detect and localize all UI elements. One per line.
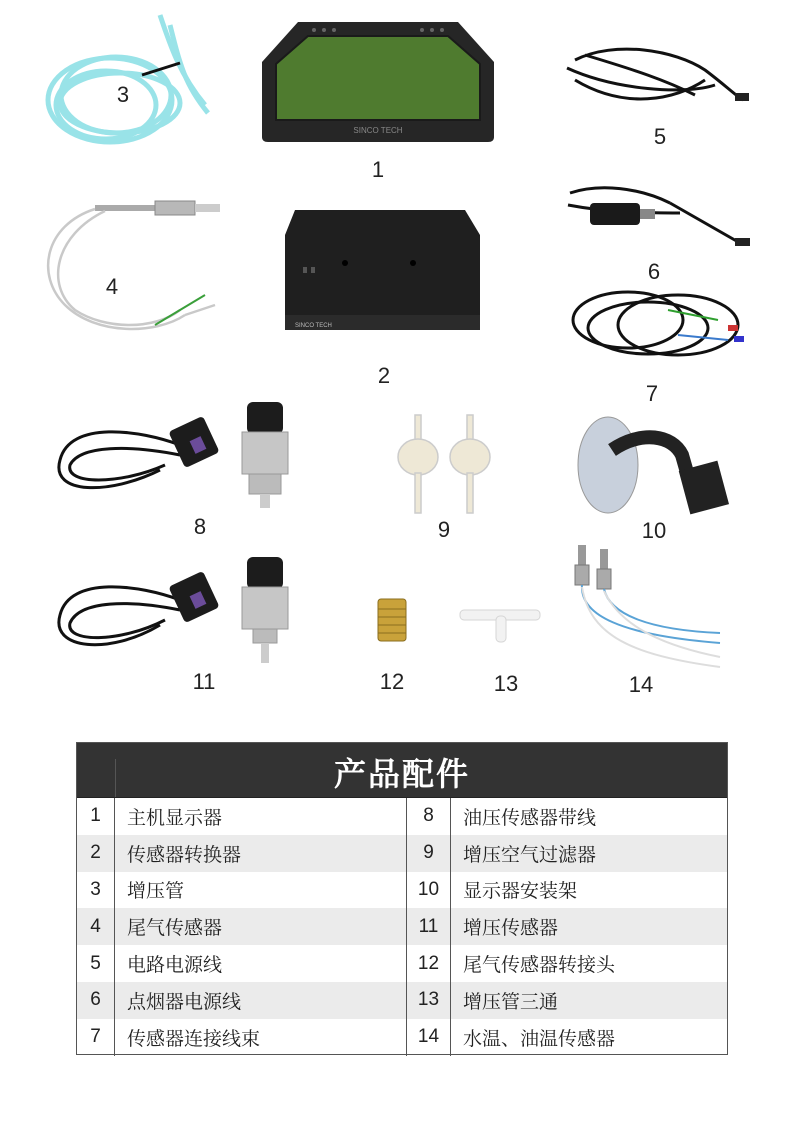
main-display-drawing	[258, 22, 498, 142]
row-right-name: 尾气传感器转接头	[463, 954, 616, 977]
table-row	[77, 982, 727, 1019]
table-row	[77, 835, 727, 872]
row-left-name: 增压管	[115, 872, 407, 909]
air-filter-drawing	[395, 415, 505, 515]
row-right-name: 增压管三通	[463, 990, 559, 1013]
row-left-number: 5	[77, 945, 115, 982]
row-right-number: 14	[407, 1019, 451, 1056]
exhaust-adapter-drawing	[372, 595, 412, 645]
row-right-number: 12	[407, 945, 451, 982]
item-number-5: 5	[653, 124, 667, 149]
row-left-number: 2	[77, 835, 115, 872]
sensor-harness-drawing	[568, 280, 753, 370]
oil-pressure-sensor-image	[50, 400, 300, 515]
parts-table-header	[77, 743, 727, 798]
row-right-number: 13	[407, 982, 451, 1019]
row-right-name: 增压空气过滤器	[463, 843, 597, 866]
item-number-2: 2	[377, 363, 391, 388]
item-number-1: 1	[371, 157, 385, 182]
item-number-8: 8	[193, 514, 207, 539]
row-left-name: 电路电源线	[115, 945, 407, 982]
row-left-name: 传感器连接线束	[115, 1019, 407, 1056]
display-mount-drawing	[572, 410, 737, 520]
temperature-sensor-drawing	[570, 545, 740, 680]
row-left-name: 尾气传感器	[115, 908, 407, 945]
power-cable-drawing	[555, 40, 755, 120]
exhaust-sensor-drawing	[35, 195, 240, 360]
main-display-image	[258, 22, 498, 142]
temperature-sensor-image	[570, 545, 740, 680]
item-number-9: 9	[437, 517, 451, 542]
row-right-name: 显示器安装架	[463, 880, 578, 903]
exhaust-adapter-image	[372, 595, 412, 645]
table-row	[77, 945, 727, 982]
item-number-14: 14	[628, 672, 654, 697]
cigarette-cable-image	[560, 183, 760, 258]
oil-pressure-sensor-drawing	[50, 400, 300, 515]
row-right-number: 8	[407, 798, 451, 835]
row-left-number: 7	[77, 1019, 115, 1056]
sensor-harness-image	[568, 280, 753, 370]
item-number-12: 12	[379, 669, 405, 694]
boost-tube-image	[30, 5, 230, 165]
table-row	[77, 872, 727, 909]
display-mount-image	[572, 410, 737, 520]
row-left-number: 6	[77, 982, 115, 1019]
row-right-name: 水温、油温传感器	[463, 1027, 616, 1050]
cigarette-cable-drawing	[560, 183, 760, 258]
item-number-3: 3	[116, 82, 130, 107]
row-left-number: 4	[77, 908, 115, 945]
air-filter-image	[395, 415, 505, 515]
row-right-number: 10	[407, 872, 451, 909]
boost-sensor-drawing	[50, 555, 300, 667]
table-row	[77, 798, 727, 835]
display-brand-text: SINCO TECH	[353, 126, 403, 135]
table-row	[77, 908, 727, 945]
boost-sensor-image	[50, 555, 300, 667]
item-number-11: 11	[192, 669, 216, 694]
row-left-name: 主机显示器	[115, 798, 407, 835]
row-left-number: 1	[77, 798, 115, 835]
row-right-name: 油压传感器带线	[463, 806, 597, 829]
converter-brand-text: SINCO TECH	[295, 323, 332, 329]
sensor-converter-drawing	[285, 205, 485, 337]
boost-tee-image	[460, 602, 545, 642]
row-right-number: 9	[407, 835, 451, 872]
power-cable-image	[555, 40, 755, 120]
row-right-name: 增压传感器	[463, 917, 559, 940]
item-number-6: 6	[647, 259, 661, 284]
boost-tube-drawing	[30, 5, 230, 165]
exhaust-sensor-image	[35, 195, 240, 360]
parts-table	[76, 742, 728, 1055]
item-number-7: 7	[645, 381, 659, 406]
parts-table-title: 产品配件	[333, 755, 470, 793]
item-number-13: 13	[493, 671, 519, 696]
item-number-4: 4	[105, 274, 119, 299]
item-number-10: 10	[641, 518, 667, 543]
row-left-name: 传感器转换器	[115, 835, 407, 872]
row-left-number: 3	[77, 872, 115, 909]
row-right-number: 11	[407, 908, 451, 945]
table-row	[77, 1019, 727, 1056]
row-left-name: 点烟器电源线	[115, 982, 407, 1019]
boost-tee-drawing	[460, 602, 545, 642]
sensor-converter-image	[285, 205, 485, 337]
